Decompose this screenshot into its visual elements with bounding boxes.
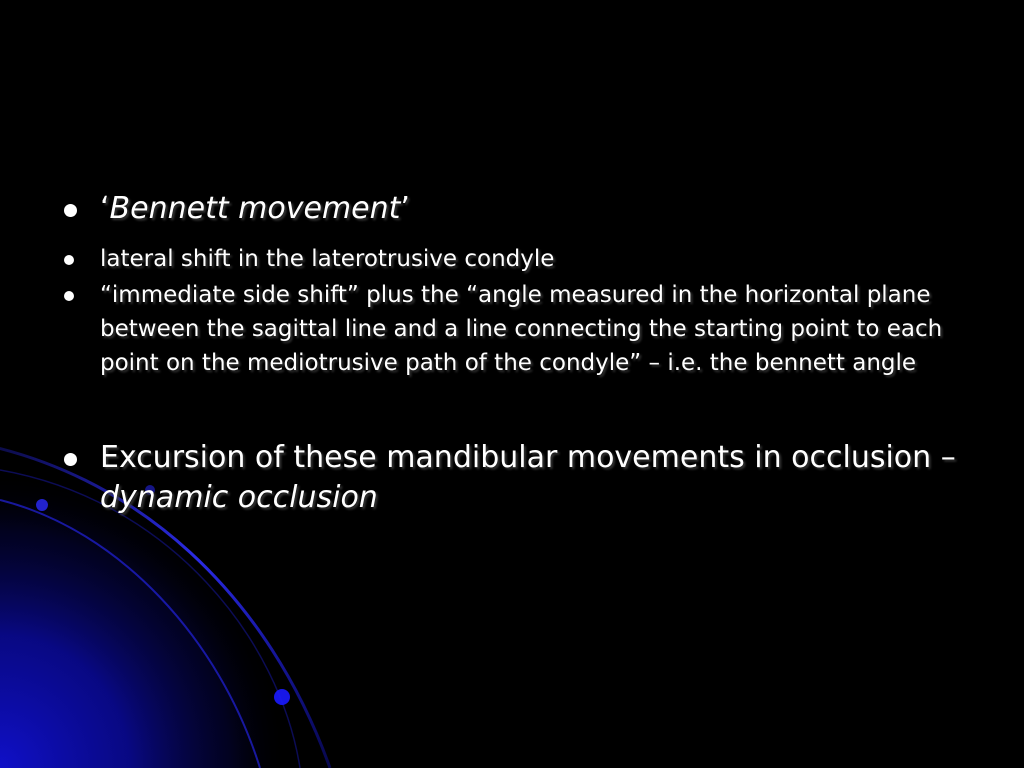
bennett-movement-term: Bennett movement [109,191,401,226]
bullet-excursion [62,438,992,518]
bullet-lateral-shift [62,242,992,276]
close-quote: ’ [400,191,410,226]
slide-body [62,190,992,518]
lateral-shift-text: lateral shift in the laterotrusive condyle [100,246,555,272]
bullet-list [62,190,992,518]
bullet-dot-icon [64,204,77,217]
dynamic-occlusion-term: dynamic occlusion [100,480,378,515]
arc-node-bottom [274,689,290,705]
open-quote: ‘ [100,191,110,226]
bullet-immediate-side-shift [62,278,992,380]
bullet-dot-icon [64,453,77,466]
immediate-side-shift-text: “immediate side shift” plus the “angle measured in the horizontal plane between the sagittal line and a line connecting the starting point to each point on the mediotrusive path of the condyle” – i.e. the bennett angle [100,282,943,376]
arc-node-left [36,499,48,511]
excursion-text: Excursion of these mandibular movements in occlusion – [100,440,956,475]
bullet-dot-icon [64,291,74,301]
bullet-bennett-movement [62,190,992,228]
bullet-dot-icon [64,255,74,265]
